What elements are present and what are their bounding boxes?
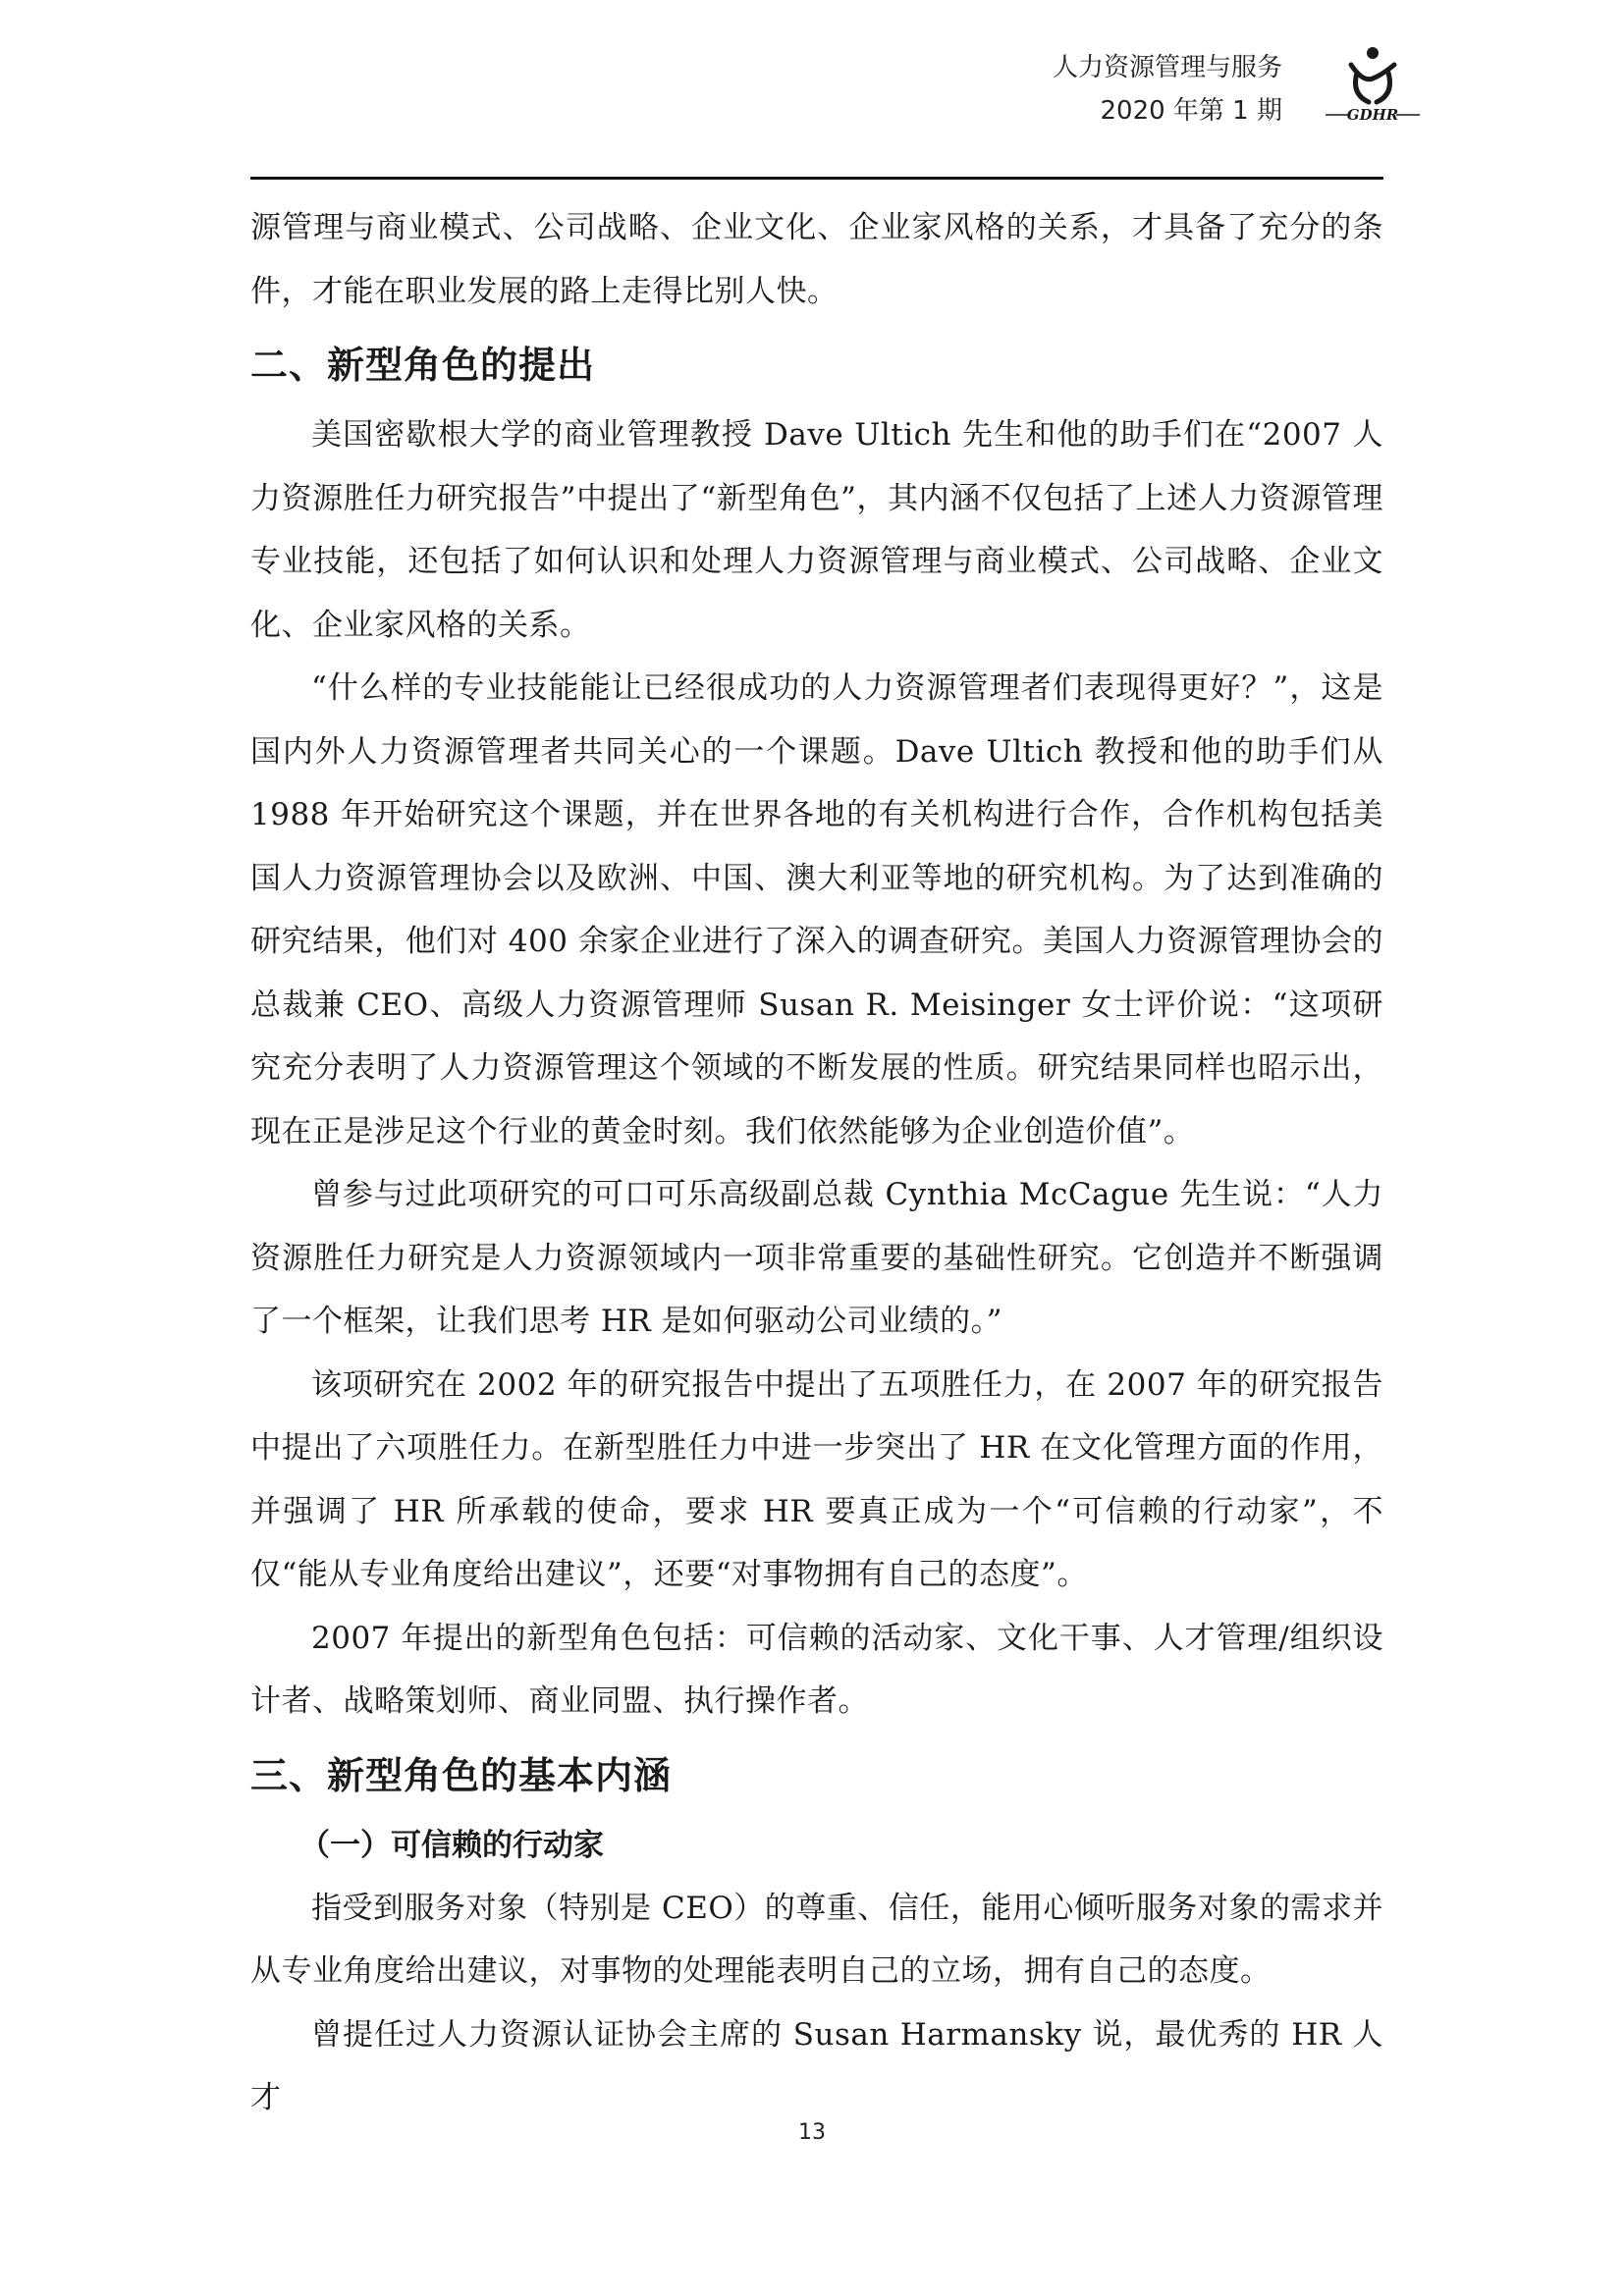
paragraph: 曾提任过人力资源认证协会主席的 Susan Harmansky 说，最优秀的 HR 人才 xyxy=(250,2016,1383,2115)
paragraph: 美国密歇根大学的商业管理教授 Dave Ultich 先生和他的助手们在“2007 人力资源胜任力研究报告”中提出了“新型角色”，其内涵不仅包括了上述人力资源管理专业技能，还包括了如何认识和处理人力资源管理与商业模式、公司战略、企业文化、企业家风格的关系。 xyxy=(250,417,1383,643)
paragraph: 曾参与过此项研究的可口可乐高级副总裁 Cynthia McCague 先生说：“人力资源胜任力研究是人力资源领域内一项非常重要的基础性研究。它创造并不断强调了一个框架，让我们思考 HR 是如何驱动公司业绩的。” xyxy=(250,1177,1383,1339)
paragraph: “什么样的专业技能能让已经很成功的人力资源管理者们表现得更好？”，这是国内外人力资源管理者共同关心的一个课题。Dave Ultich 教授和他的助手们从 1988 年开始研究这个课题，并在世界各地的有关机构进行合作，合作机构包括美国人力资源管理协会以及欧洲、中国、澳大利亚等地的研究机构。为了达到准确的研究结果，他们对 400 余家企业进行了深入的调查研究。美国人力资源管理协会的总裁兼 CEO、高级人力资源管理师 Susan R. Meisinger 女士评价说：“这项研究充分表明了人力资源管理这个领域的不断发展的性质。研究结果同样也昭示出，现在正是涉足这个行业的黄金时刻。我们依然能够为企业创造价值”。 xyxy=(250,670,1383,1149)
header-title: 人力资源管理与服务 xyxy=(1052,53,1282,82)
gdhr-logo-icon xyxy=(1324,43,1422,128)
page-number: 13 xyxy=(798,2120,826,2145)
header-rule xyxy=(250,177,1383,180)
section-heading-2: 二、新型角色的提出 xyxy=(250,344,596,387)
section-heading-3: 三、新型角色的基本内涵 xyxy=(250,1753,673,1797)
article-body xyxy=(250,196,1383,2130)
header-issue: 2020 年第 1 期 xyxy=(1100,96,1282,126)
paragraph-continued: 源管理与商业模式、公司战略、企业文化、企业家风格的关系，才具备了充分的条件，才能在职业发展的路上走得比别人快。 xyxy=(250,210,1383,309)
paragraph: 指受到服务对象（特别是 CEO）的尊重、信任，能用心倾听服务对象的需求并从专业角度给出建议，对事物的处理能表明自己的立场，拥有自己的态度。 xyxy=(250,1890,1383,1989)
subsection-heading: （一）可信赖的行动家 xyxy=(299,1827,604,1863)
logo-text: GDHR xyxy=(1346,106,1399,124)
paragraph: 该项研究在 2002 年的研究报告中提出了五项胜任力，在 2007 年的研究报告中提出了六项胜任力。在新型胜任力中进一步突出了 HR 在文化管理方面的作用，并强调了 HR 所承载的使命，要求 HR 要真正成为一个“可信赖的行动家”，不仅“能从专业角度给出建议”，还要“对事物拥有自己的态度”。 xyxy=(250,1366,1383,1592)
paragraph: 2007 年提出的新型角色包括：可信赖的活动家、文化干事、人才管理/组织设计者、战略策划师、商业同盟、执行操作者。 xyxy=(250,1620,1383,1719)
gdhr-logo xyxy=(1324,43,1422,128)
